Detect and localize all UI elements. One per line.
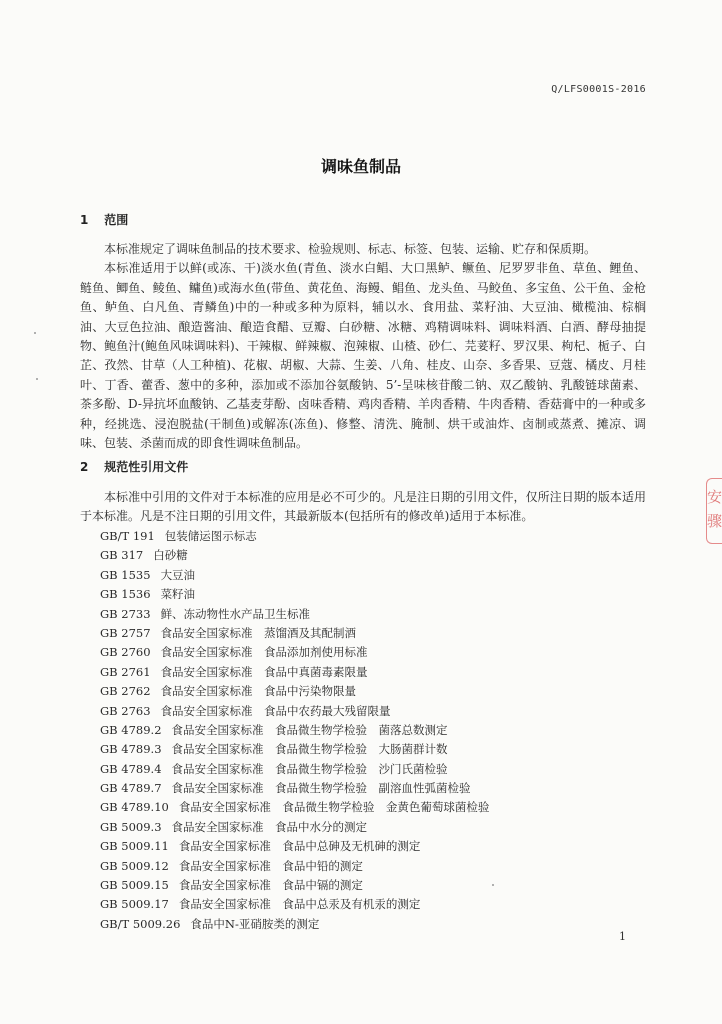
reference-item: GB 4789.10 食品安全国家标准 食品微生物学检验 金黄色葡萄球菌检验 (100, 800, 490, 815)
section-2-title: 规范性引用文件 (104, 460, 189, 474)
reference-item: GB 2733 鲜、冻动物性水产品卫生标准 (100, 606, 311, 621)
reference-item: GB 4789.3 食品安全国家标准 食品微生物学检验 大肠菌群计数 (100, 742, 448, 757)
section-1-paragraph-1: 本标准规定了调味鱼制品的技术要求、检验规则、标志、标签、包装、运输、贮存和保质期。 (104, 242, 597, 256)
reference-item: GB/T 5009.26 食品中N-亚硝胺类的测定 (100, 916, 320, 931)
section-1-title: 范围 (104, 213, 129, 227)
reference-item: GB 2761 食品安全国家标准 食品中真菌毒素限量 (100, 664, 368, 679)
reference-item: GB/T 191 包装储运图示标志 (100, 529, 257, 543)
section-1-number: 1 (80, 213, 89, 227)
stamp-char: 安 (707, 488, 722, 506)
reference-item: GB 2757 食品安全国家标准 蒸馏酒及其配制酒 (100, 625, 357, 640)
reference-item: GB 5009.12 食品安全国家标准 食品中铅的测定 (100, 858, 363, 873)
reference-item: GB 4789.4 食品安全国家标准 食品微生物学检验 沙门氏菌检验 (100, 761, 448, 776)
scan-speck (34, 332, 36, 334)
reference-item: GB 5009.15 食品安全国家标准 食品中镉的测定 (100, 878, 363, 893)
scan-speck (36, 378, 38, 380)
reference-item: GB 4789.2 食品安全国家标准 食品微生物学检验 菌落总数测定 (100, 722, 448, 737)
scan-speck (492, 884, 494, 886)
reference-item: GB 2760 食品安全国家标准 食品添加剂使用标准 (100, 645, 368, 660)
section-2-number: 2 (80, 460, 89, 474)
document-title: 调味鱼制品 (320, 157, 401, 176)
seal-stamp-fragment (706, 478, 722, 544)
reference-item: GB 2763 食品安全国家标准 食品中农药最大残留限量 (100, 703, 391, 718)
document-code: Q/LFS0001S-2016 (551, 84, 646, 95)
section-2-paragraph-1: 本标准中引用的文件对于本标准的应用是必不可少的。凡是注日期的引用文件，仅所注日期的版本适用于本标准。凡是不注日期的引用文件，其最新版本(包括所有的修改单)适用于本标准。 (80, 490, 646, 524)
page-number: 1 (619, 930, 626, 943)
stamp-char: 骤 (707, 512, 722, 530)
reference-item: GB 5009.11 食品安全国家标准 食品中总砷及无机砷的测定 (100, 839, 421, 854)
reference-item: GB 1535 大豆油 (100, 567, 196, 582)
section-1-paragraph-2: 本标准适用于以鲜(或冻、干)淡水鱼(青鱼、淡水白鲳、大口黑鲈、鳜鱼、尼罗罗非鱼、草鱼、鲤鱼、鲢鱼、鲫鱼、鲮鱼、鳙鱼)或海水鱼(带鱼、黄花鱼、海鳗、鲳鱼、龙头鱼、马鲛鱼、多宝鱼、公干鱼、金枪鱼、鲈鱼、白凡鱼、青鳞鱼)中的一种或多种为原料，辅以水、食用盐、菜籽油、大豆油、橄榄油、棕榈油、大豆色拉油、酿造酱油、酿造食醋、豆瓣、白砂糖、冰糖、鸡精调味料、调味料酒、白酒、酵母抽提物、鲍鱼汁(鲍鱼风味调味料)、干辣椒、鲜辣椒、泡辣椒、山楂、砂仁、芫荽籽、罗汉果、枸杞、栀子、白芷、孜然、甘草（人工种植)、花椒、胡椒、大蒜、生姜、八角、桂皮、山奈、多香果、豆蔻、橘皮、月桂叶、丁香、藿香、葱中的多种，添加或不添加谷氨酸钠、5’-呈味核苷酸二钠、双乙酸钠、乳酸链球菌素、茶多酚、D-异抗坏血酸钠、乙基麦芽酚、卤味香精、鸡肉香精、羊肉香精、牛肉香精、香菇膏中的一种或多种，经挑选、浸泡脱盐(干制鱼)或解冻(冻鱼)、修整、清洗、腌制、烘干或油炸、卤制或蒸煮、摊凉、调味、包装、杀菌而成的即食性调味鱼制品。 (80, 261, 646, 451)
normative-references-list (100, 527, 489, 934)
reference-item: GB 2762 食品安全国家标准 食品中污染物限量 (100, 684, 357, 699)
section-2-heading (80, 458, 188, 475)
reference-item: GB 1536 菜籽油 (100, 587, 196, 602)
reference-item: GB 4789.7 食品安全国家标准 食品微生物学检验 副溶血性弧菌检验 (100, 781, 471, 796)
reference-item: GB 317 白砂糖 (100, 548, 188, 563)
reference-item: GB 5009.17 食品安全国家标准 食品中总汞及有机汞的测定 (100, 897, 421, 912)
reference-item: GB 5009.3 食品安全国家标准 食品中水分的测定 (100, 819, 368, 834)
section-1-heading (80, 211, 128, 228)
